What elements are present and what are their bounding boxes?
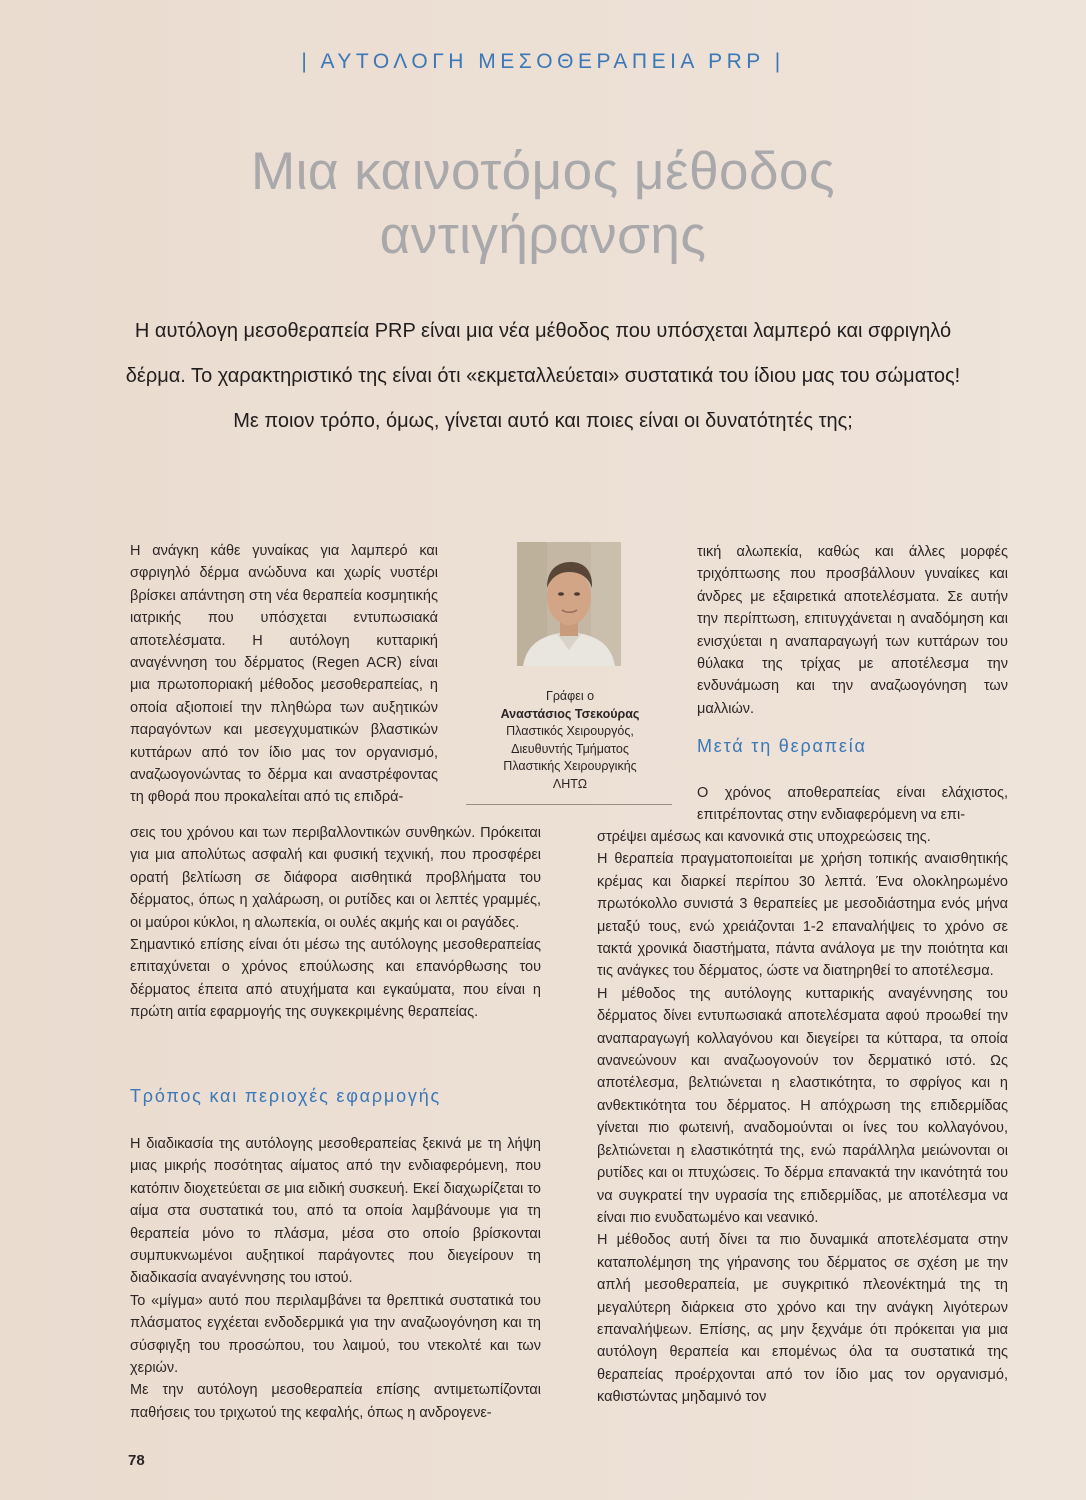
title-line-2: αντιγήρανσης	[379, 206, 707, 265]
paragraph: Το «μίγμα» αυτό που περιλαμβάνει τα θρεπτικά συστατικά του πλάσματος εγχέεται ενδοδερμικά για την αναζωογόνηση και τη σύσφιγξη του προσώπου, του λαιμού, του ντεκολτέ και των χεριών.	[130, 1292, 541, 1377]
right-column-intro	[697, 541, 1008, 720]
section-label: | ΑΥΤΟΛΟΓΗ ΜΕΣΟΘΕΡΑΠΕΙΑ PRP |	[301, 50, 785, 73]
author-role-3: Πλαστικής Χειρουργικής	[503, 759, 637, 773]
paragraph: σεις του χρόνου και των περιβαλλοντικών συνθηκών. Πρόκειται για μια απολύτως ασφαλή και φυσική τεχνική, που προσφέρει ορατή βελτίωση σε διάφορα αισθητικά προβλήματα του δέρματος, όπως η χαλάρωση, οι ρυτίδες και οι λεπτές γραμμές, οι μαύροι κύκλοι, η αλωπεκία, οι ουλές ακμής και οι ραγάδες.	[130, 825, 541, 931]
author-role-4: ΛΗΤΩ	[552, 776, 588, 791]
paragraph: Με την αυτόλογη μεσοθεραπεία επίσης αντιμετωπίζονται παθήσεις του τριχωτού της κεφαλής, όπως η ανδρογενε-	[130, 1382, 541, 1421]
right-column-body	[597, 826, 1008, 1409]
author-caption	[470, 688, 670, 793]
author-portrait-image	[517, 542, 621, 666]
subheading-after-treatment: Μετά τη θεραπεία	[697, 736, 867, 756]
author-photo	[517, 542, 621, 666]
article-title	[0, 140, 1086, 268]
paragraph: Η ανάγκη κάθε γυναίκας για λαμπερό και σφριγηλό δέρμα ανώδυνα και χωρίς νυστέρι βρίσκει απάντηση στη νέα θεραπεία κοσμητικής ιατρικής που υπόσχεται εντυπωσιακά αποτελέσματα. Η αυτόλογη κυτταρική αναγέννηση του δέρματος (Regen ACR) είναι μια πρωτοποριακή μέθοδος μεσοθεραπείας, η οποία αξιοποιεί την πληθώρα των αυξητικών παραγόντων και μεσεγχυματικών βλαστικών κυττάρων από τον ίδιο μας τον οργανισμό, αναζωογονώντας το δέρμα και αναστρέφοντας τη φθορά που προκαλείται από τις επιδρά-	[130, 543, 438, 806]
author-role-1: Πλαστικός Χειρουργός,	[506, 724, 634, 738]
author-name: Αναστάσιος Τσεκούρας	[500, 706, 640, 721]
paragraph: στρέψει αμέσως και κανονικά στις υποχρεώσεις της.	[597, 829, 931, 845]
paragraph: Η διαδικασία της αυτόλογης μεσοθεραπείας ξεκινά με τη λήψη μιας μικρής ποσότητας αίματος από την ενδιαφερόμενη, που κατόπιν διοχετεύεται σε μια ειδική συσκευή. Εκεί διαχωρίζεται το αίμα στα συστατικά του, από τα οποία λαμβάνουμε για τη θεραπεία μόνο το πλάσμα, μέσα στο οποίο βρίσκονται συμπυκνωμένοι αυξητικοί παράγοντες που διεγείρουν τη διαδικασία αναγέννησης του ιστού.	[130, 1136, 541, 1287]
author-role-2: Διευθυντής Τμήματος	[511, 741, 629, 756]
left-column-procedure	[130, 1133, 541, 1424]
paragraph: Η μέθοδος της αυτόλογης κυτταρικής αναγέννησης του δέρματος δίνει εντυπωσιακά αποτελέσματα αφού προωθεί την αναπαραγωγή κολλαγόνου και διεγείρει τα κύτταρα, τα οποία ανανεώνουν και αναζωογονούν τον δερματικό ιστό. Ως αποτέλεσμα, βελτιώνεται η ελαστικότητα, το σφρίγος και η ανθεκτικότητα του δέρματος. Η απόχρωση της επιδερμίδας γίνεται πιο φωτεινή, αναδομούνται οι ίνες του κολλαγόνου, βελτιώνεται η ελαστικότητά της, ενώ παράλληλα μειώνονται οι ρυτίδες και οι πτυχώσεις. Το δέρμα επανακτά την ικανότητά του να συγκρατεί την υγρασία της επιδερμίδας, με αποτέλεσμα να είναι πιο ενυδατωμένο και νεανικό.	[597, 985, 1008, 1226]
left-column-body	[130, 822, 541, 1024]
right-column-recovery-start	[697, 782, 1008, 827]
paragraph: τική αλωπεκία, καθώς και άλλες μορφές τριχόπτωσης που προσβάλλουν γυναίκες και άνδρες με εξαιρετικά αποτελέσματα. Σε αυτήν την περίπτωση, επιτυγχάνεται η αναδόμηση και ενισχύεται η αναπαραγωγή των κυττάρων του θύλακα της τρίχας με αποτέλεσμα την ενδυνάμωση και την αναζωογόνηση των μαλλιών.	[697, 544, 1008, 717]
title-line-1: Μια καινοτόμος μέθοδος	[250, 142, 836, 201]
author-prefix: Γράφει ο	[545, 689, 595, 703]
paragraph: Ο χρόνος αποθεραπείας είναι ελάχιστος, επιτρέποντας στην ενδιαφερόμενη να επι-	[697, 785, 1008, 824]
page-number: 78	[128, 1452, 145, 1469]
paragraph: Η μέθοδος αυτή δίνει τα πιο δυναμικά αποτελέσματα στην καταπολέμηση της γήρανσης του δέρματος σε σχέση με την απλή μεσοθεραπεία, με συγκριτικό πλεονέκτημά της τη μεγαλύτερη διάρκεια στο χρόνο και την ανάγκη λιγότερων επαναλήψεων. Επίσης, ας μην ξεχνάμε ότι πρόκειται για μια αυτόλογη θεραπεία και επομένως όλα τα συστατικά της θεραπείας προέρχονται από τον ίδιο μας τον οργανισμό, καθιστώντας μηδαμινό τον	[597, 1232, 1008, 1406]
lead-paragraph: Η αυτόλογη μεσοθεραπεία PRP είναι μια νέα μέθοδος που υπόσχεται λαμπερό και σφριγηλό δέρμα. Το χαρακτηριστικό της είναι ότι «εκμεταλλεύεται» συστατικά του ίδιου μας του σώματος! Με ποιον τρόπο, όμως, γίνεται αυτό και ποιες είναι οι δυνατότητές της;	[125, 320, 961, 432]
paragraph: Σημαντικό επίσης είναι ότι μέσω της αυτόλογης μεσοθεραπείας επιταχύνεται ο χρόνος επούλωσης και επανόρθωσης του δέρματος έπειτα από ατυχήματα και εγκαύματα, που είναι η πρώτη αιτία εφαρμογής της συγκεκριμένης θεραπείας.	[130, 937, 541, 1021]
left-column-intro	[130, 540, 438, 809]
paragraph: Η θεραπεία πραγματοποιείται με χρήση τοπικής αναισθητικής κρέμας και διαρκεί περίπου 30 λεπτά. Ένα ολοκληρωμένο πρωτόκολλο συνιστά 3 θεραπείες με μεσοδιάστημα ενός μήνα μεταξύ τους, ενώ χρειάζονται 1-2 επαναλήψεις το χρόνο σε τακτά χρονικά διαστήματα, πάντα ανάλογα με την ποιότητα και τις ανάγκες του δέρματος, ώστε να διατηρηθεί το αποτέλεσμα.	[597, 851, 1008, 980]
caption-divider	[466, 804, 672, 805]
subheading-application: Τρόπος και περιοχές εφαρμογής	[130, 1086, 441, 1106]
